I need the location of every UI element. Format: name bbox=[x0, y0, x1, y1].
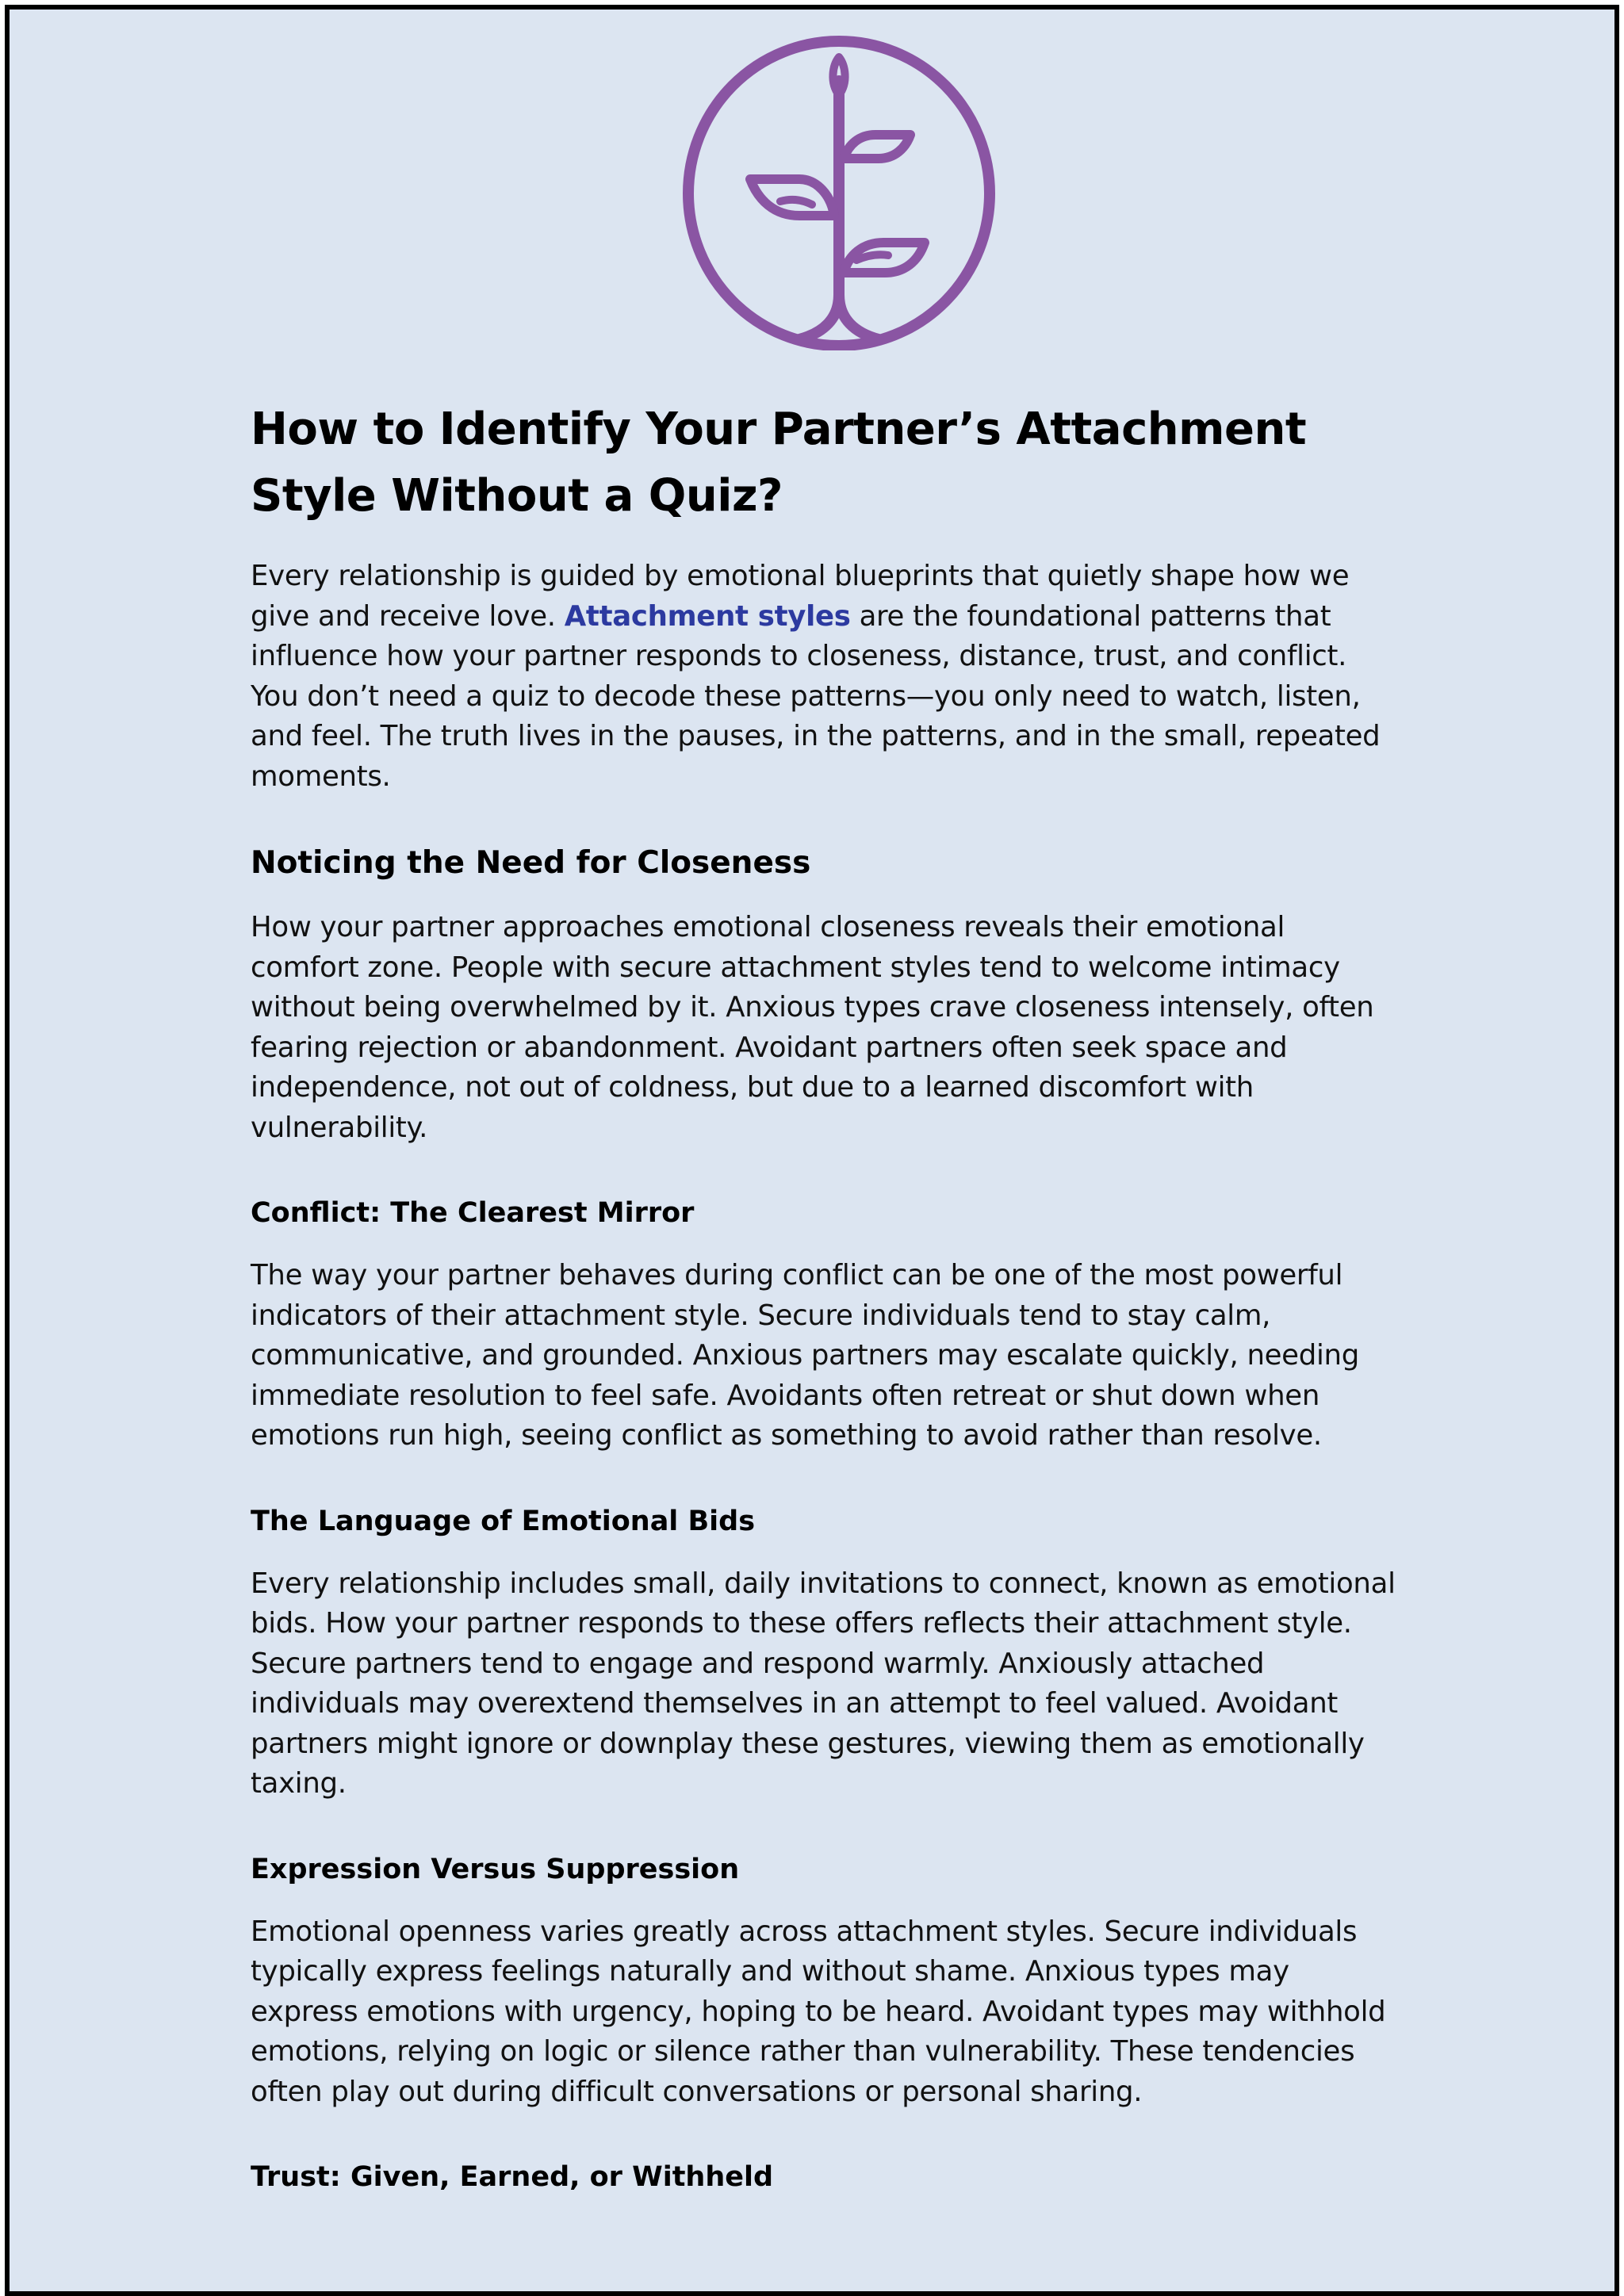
section-heading-trust: Trust: Given, Earned, or Withheld bbox=[251, 2161, 774, 2193]
section-body-expression: Emotional openness varies greatly across attachment styles. Secure individuals typically express feelings naturally and without shame. Anxious types may express emotions with urgency, hoping to be heard. Avoidant types may withhold emotions, relying on logic or silence rather than vulnerability. These tendencies often play out during difficult conversations or personal sharing. bbox=[251, 1915, 1386, 2108]
section-heading-conflict: Conflict: The Clearest Mirror bbox=[251, 1197, 695, 1229]
section-heading-emotional-bids: The Language of Emotional Bids bbox=[251, 1505, 756, 1537]
article bbox=[251, 396, 1400, 2198]
plant-in-circle-logo-icon bbox=[680, 33, 998, 350]
attachment-styles-link[interactable]: Attachment styles bbox=[564, 599, 851, 633]
page bbox=[5, 5, 1619, 2296]
section-heading-closeness: Noticing the Need for Closeness bbox=[251, 845, 811, 881]
section-body-conflict: The way your partner behaves during conflict can be one of the most powerful indicators of their attachment style. Secure individuals tend to stay calm, communicative, and grounded. Anxious partners may escalate quickly, needing immediate resolution to feel safe. Avoidants often retreat or shut down when emotions run high, seeing conflict as something to avoid rather than resolve. bbox=[251, 1259, 1359, 1452]
section-body-emotional-bids: Every relationship includes small, daily invitations to connect, known as emotional bids. How your partner responds to these offers reflects their attachment style. Secure partners tend to engage and respond warmly. Anxiously attached individuals may overextend themselves in an attempt to feel valued. Avoidant partners might ignore or downplay these gestures, viewing them as emotionally taxing. bbox=[251, 1567, 1396, 1800]
intro-paragraph bbox=[251, 557, 1400, 797]
article-title: How to Identify Your Partner’s Attachment Style Without a Quiz? bbox=[251, 404, 1307, 522]
section-body-closeness: How your partner approaches emotional closeness reveals their emotional comfort zone. People with secure attachment styles tend to welcome intimacy without being overwhelmed by it. Anxious types crave closeness intensely, often fearing rejection or abandonment. Avoidant partners often seek space and independence, not out of coldness, but due to a learned discomfort with vulnerability. bbox=[251, 911, 1374, 1144]
intro-text-start: Every relationship is guided by emotional blueprints that quietly shape how we give and receive love. bbox=[251, 560, 1350, 633]
intro-text-end: are the foundational patterns that influence how your partner responds to closeness, distance, trust, and conflict. You don’t need a quiz to decode these patterns—you only need to watch, listen, and feel. The truth lives in the pauses, in the patterns, and in the small, repeated moments. bbox=[251, 599, 1381, 793]
section-heading-expression: Expression Versus Suppression bbox=[251, 1853, 740, 1885]
